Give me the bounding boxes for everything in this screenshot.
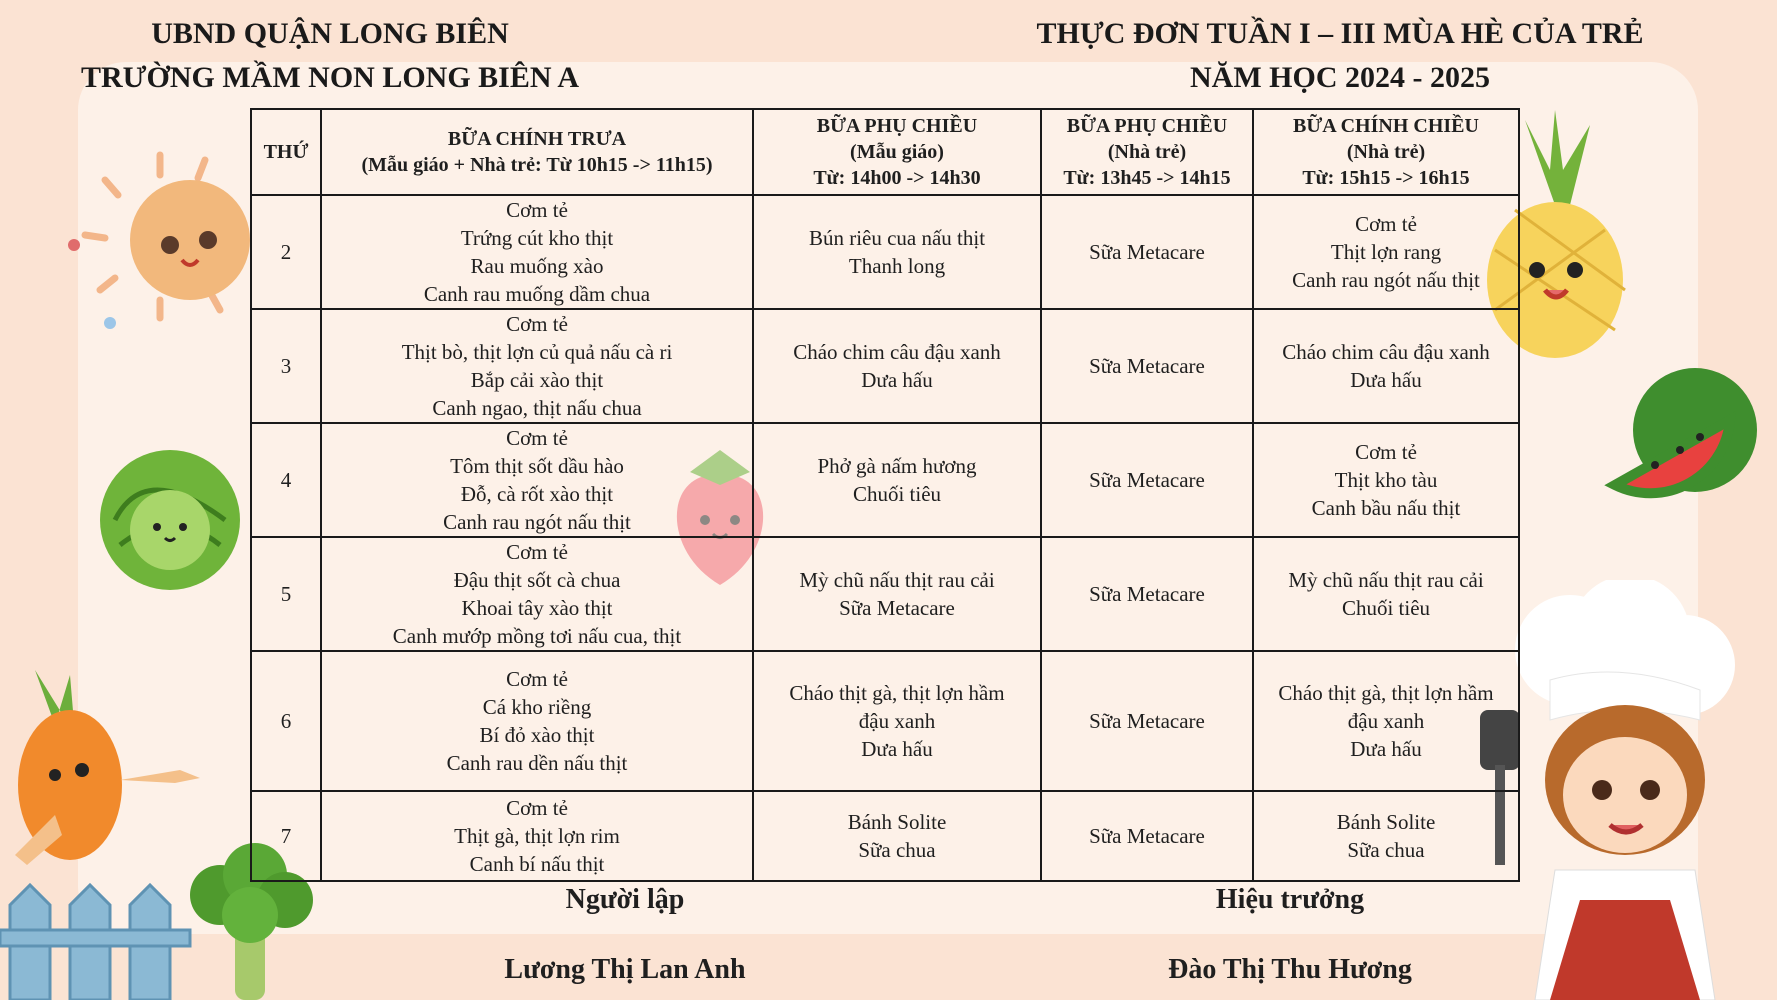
menu-table xyxy=(250,108,1520,882)
column-header-line: (Mẫu giáo + Nhà trẻ: Từ 10h15 -> 11h15) xyxy=(361,154,713,176)
dish-line: đậu xanh xyxy=(1347,709,1425,733)
dish-line: Bún riêu cua nấu thịt xyxy=(808,226,986,250)
dish-line: Sữa Metacare xyxy=(1089,468,1205,492)
meal-cell xyxy=(1041,309,1253,423)
dish-line: Cháo thịt gà, thịt lợn hầm xyxy=(1278,681,1494,705)
district-name: UBND QUẬN LONG BIÊN xyxy=(151,17,509,50)
table-row xyxy=(251,791,1519,881)
dish-line: Canh rau ngót nấu thịt xyxy=(1292,268,1480,292)
dish-line: Canh bí nấu thịt xyxy=(469,852,605,876)
column-header-line: Từ: 13h45 -> 14h15 xyxy=(1063,167,1231,189)
watermelon-icon xyxy=(1595,365,1765,525)
dish-line: Bí đỏ xào thịt xyxy=(479,723,595,747)
dish-line: Canh mướp mồng tơi nấu cua, thịt xyxy=(392,624,682,648)
table-row xyxy=(251,423,1519,537)
dish-line: Chuối tiêu xyxy=(852,482,942,506)
table-row xyxy=(251,195,1519,309)
meal-cell xyxy=(1253,651,1519,791)
meal-cell xyxy=(753,309,1041,423)
meal-cell xyxy=(1041,651,1253,791)
fence-icon xyxy=(0,880,200,1000)
meal-cell xyxy=(753,423,1041,537)
dish-line: Khoai tây xào thịt xyxy=(461,596,613,620)
preparer-title: Người lập xyxy=(565,884,685,915)
dish-line: Canh rau dền nấu thịt xyxy=(446,751,628,775)
dish-line: Đậu thịt sốt cà chua xyxy=(453,568,621,592)
dish-line: Phở gà nấm hương xyxy=(817,454,977,478)
meal-cell xyxy=(1253,791,1519,881)
dish-line: Thịt lợn rang xyxy=(1330,240,1442,264)
header-right xyxy=(980,12,1700,100)
dish-line: Sữa Metacare xyxy=(839,596,955,620)
meal-cell xyxy=(1253,309,1519,423)
dish-line: Cơm tẻ xyxy=(506,796,568,820)
dish-line: Canh ngao, thịt nấu chua xyxy=(432,396,642,420)
dish-line: Dưa hấu xyxy=(1350,368,1422,392)
dish-line: Cơm tẻ xyxy=(506,198,568,222)
column-header-line: THỨ xyxy=(263,141,309,163)
column-header-line: BỮA PHỤ CHIỀU xyxy=(1066,115,1228,137)
principal-name: Đào Thị Thu Hương xyxy=(1168,954,1412,985)
dish-line: Sữa chua xyxy=(1347,838,1425,862)
table-header-row xyxy=(251,109,1519,195)
carrot-icon xyxy=(0,665,215,880)
dish-line: đậu xanh xyxy=(858,709,936,733)
column-header-line: Từ: 14h00 -> 14h30 xyxy=(813,167,981,189)
table-row xyxy=(251,651,1519,791)
table-row xyxy=(251,537,1519,651)
dish-line: Rau muống xào xyxy=(470,254,604,278)
dish-line: Bánh Solite xyxy=(847,810,947,834)
dish-line: Cháo thịt gà, thịt lợn hầm xyxy=(789,681,1005,705)
meal-cell xyxy=(321,791,753,881)
dish-line: Canh rau ngót nấu thịt xyxy=(443,510,631,534)
dish-line: Sữa Metacare xyxy=(1089,709,1205,733)
table-row xyxy=(251,309,1519,423)
meal-cell xyxy=(1041,791,1253,881)
principal-title: Hiệu trưởng xyxy=(1215,884,1365,915)
menu-title: THỰC ĐƠN TUẦN I – III MÙA HÈ CỦA TRẺ xyxy=(1036,17,1644,50)
school-year: NĂM HỌC 2024 - 2025 xyxy=(1190,61,1490,94)
meal-cell xyxy=(753,651,1041,791)
meal-cell xyxy=(753,791,1041,881)
dish-line: Sữa Metacare xyxy=(1089,582,1205,606)
meal-cell xyxy=(321,537,753,651)
column-header-line: (Nhà trẻ) xyxy=(1346,141,1426,163)
cabbage-icon xyxy=(95,445,245,595)
meal-cell xyxy=(321,423,753,537)
day-cell: 3 xyxy=(251,309,321,423)
dish-line: Cơm tẻ xyxy=(1355,440,1417,464)
dish-line: Cơm tẻ xyxy=(506,540,568,564)
meal-cell xyxy=(753,195,1041,309)
column-header xyxy=(753,109,1041,195)
dish-line: Bắp cải xào thịt xyxy=(470,368,604,392)
meal-cell xyxy=(1041,537,1253,651)
meal-cell xyxy=(1253,195,1519,309)
column-header xyxy=(1253,109,1519,195)
dish-line: Cháo chim câu đậu xanh xyxy=(793,340,1001,364)
column-header-line: BỮA PHỤ CHIỀU xyxy=(816,115,978,137)
column-header-line: Từ: 15h15 -> 16h15 xyxy=(1302,167,1470,189)
dish-line: Dưa hấu xyxy=(1350,737,1422,761)
dish-line: Dưa hấu xyxy=(861,737,933,761)
sun-icon xyxy=(60,140,260,340)
dish-line: Sữa Metacare xyxy=(1089,354,1205,378)
meal-cell xyxy=(753,537,1041,651)
dish-line: Thanh long xyxy=(848,254,946,278)
column-header xyxy=(321,109,753,195)
day-cell: 5 xyxy=(251,537,321,651)
dish-line: Cơm tẻ xyxy=(506,667,568,691)
dish-line: Chuối tiêu xyxy=(1341,596,1431,620)
dish-line: Trứng cút kho thịt xyxy=(460,226,614,250)
dish-line: Sữa chua xyxy=(858,838,936,862)
dish-line: Cá kho riềng xyxy=(482,695,592,719)
column-header xyxy=(251,109,321,195)
dish-line: Cháo chim câu đậu xanh xyxy=(1282,340,1490,364)
column-header xyxy=(1041,109,1253,195)
day-cell: 7 xyxy=(251,791,321,881)
dish-line: Sữa Metacare xyxy=(1089,824,1205,848)
column-header-line: BỮA CHÍNH CHIỀU xyxy=(1293,115,1479,137)
dish-line: Đỗ, cà rốt xào thịt xyxy=(460,482,614,506)
dish-line: Cơm tẻ xyxy=(506,426,568,450)
dish-line: Thịt gà, thịt lợn rim xyxy=(454,824,620,848)
dish-line: Mỳ chũ nấu thịt rau cải xyxy=(799,568,995,592)
meal-cell xyxy=(321,651,753,791)
dish-line: Dưa hấu xyxy=(861,368,933,392)
dish-line: Mỳ chũ nấu thịt rau cải xyxy=(1288,568,1484,592)
column-header-line: (Nhà trẻ) xyxy=(1107,141,1187,163)
dish-line: Thịt kho tàu xyxy=(1334,468,1438,492)
dish-line: Canh bầu nấu thịt xyxy=(1311,496,1461,520)
meal-cell xyxy=(1253,423,1519,537)
day-cell: 4 xyxy=(251,423,321,537)
meal-cell xyxy=(321,309,753,423)
meal-cell xyxy=(321,195,753,309)
column-header-line: (Mẫu giáo) xyxy=(850,141,944,163)
dish-line: Canh rau muống dầm chua xyxy=(423,282,651,306)
day-cell: 6 xyxy=(251,651,321,791)
dish-line: Cơm tẻ xyxy=(1355,212,1417,236)
meal-cell xyxy=(1041,195,1253,309)
header-left xyxy=(40,12,620,100)
dish-line: Tôm thịt sốt dầu hào xyxy=(450,454,624,478)
day-cell: 2 xyxy=(251,195,321,309)
school-name: TRƯỜNG MẦM NON LONG BIÊN A xyxy=(80,61,580,94)
dish-line: Bánh Solite xyxy=(1336,810,1436,834)
dish-line: Sữa Metacare xyxy=(1089,240,1205,264)
column-header-line: BỮA CHÍNH TRƯA xyxy=(447,128,627,150)
preparer-name: Lương Thị Lan Anh xyxy=(504,954,746,985)
meal-cell xyxy=(1041,423,1253,537)
dish-line: Thịt bò, thịt lợn củ quả nấu cà ri xyxy=(401,340,673,364)
dish-line: Cơm tẻ xyxy=(506,312,568,336)
meal-cell xyxy=(1253,537,1519,651)
